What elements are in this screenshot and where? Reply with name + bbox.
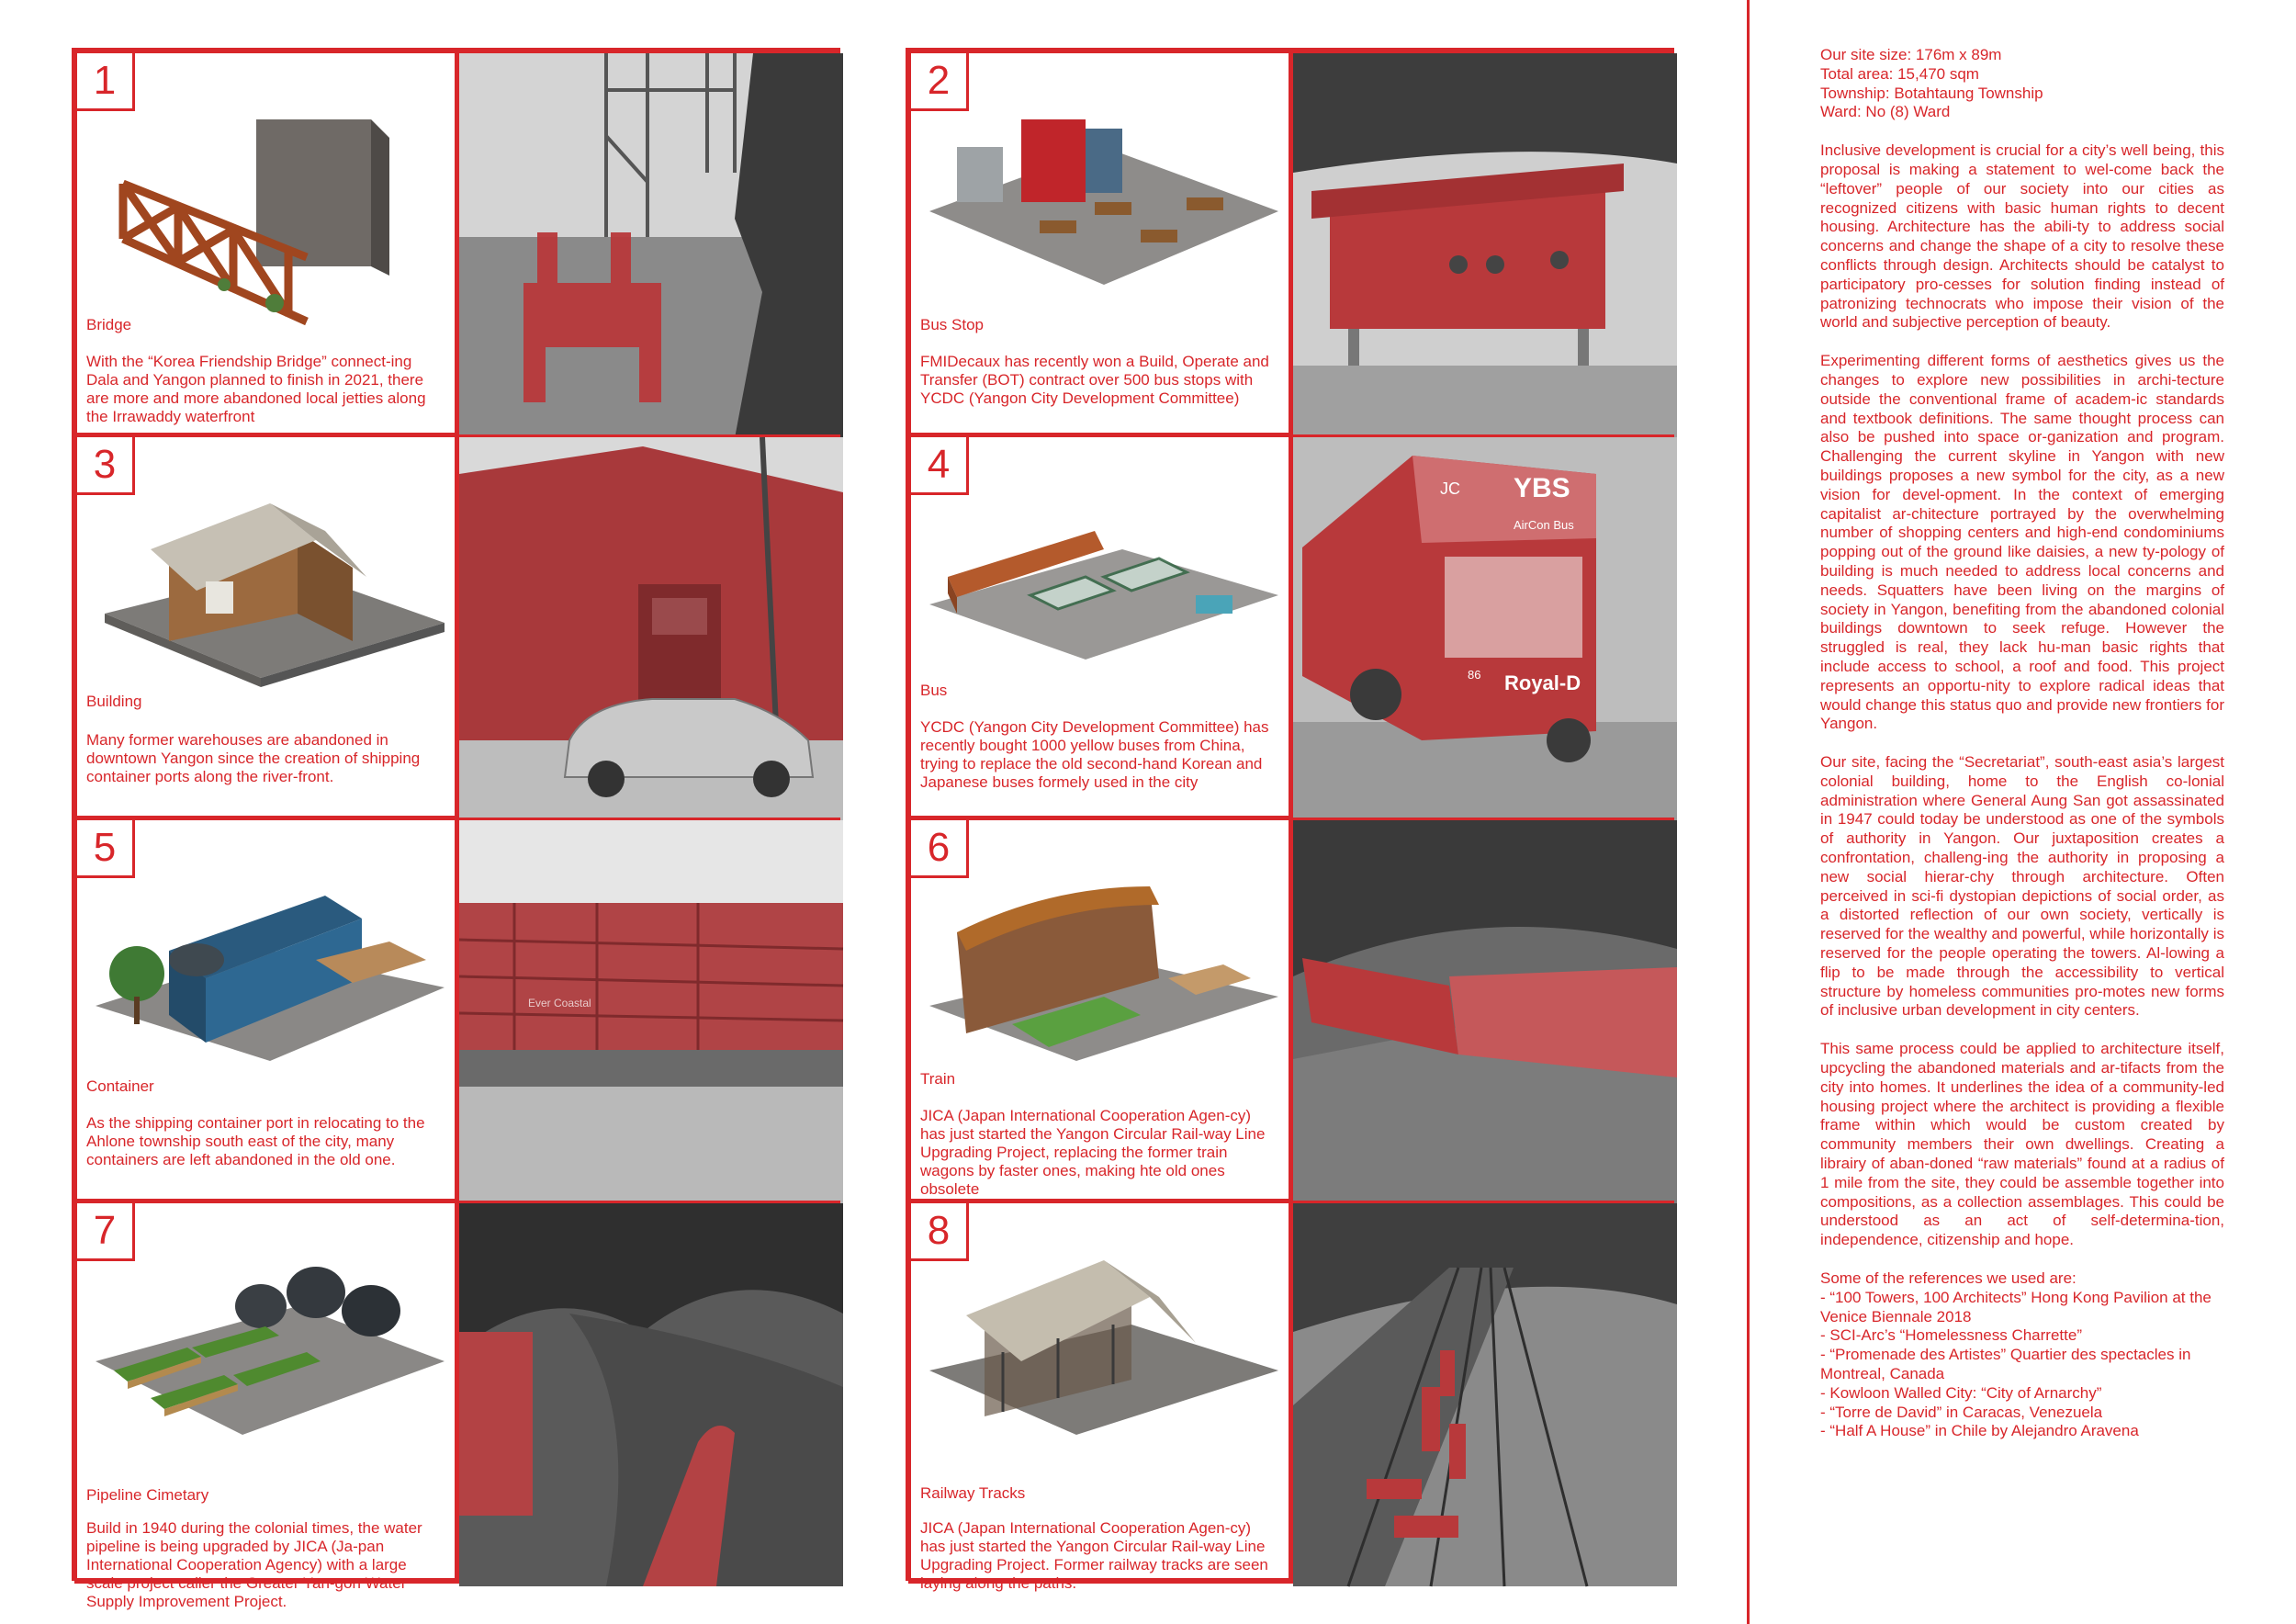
bus-sign-text: AirCon Bus — [1514, 518, 1574, 532]
railway-model-image — [920, 1260, 1288, 1472]
pipeline-model-image — [86, 1260, 454, 1472]
building-model-image — [86, 494, 454, 705]
reference-item: - SCI-Arc’s “Homelessness Charrette” — [1820, 1326, 2082, 1345]
panel-pipeline-model — [74, 1201, 457, 1610]
panel-number: 7 — [77, 1203, 135, 1261]
panel-grid-right — [906, 48, 1674, 1592]
paragraph-aesthetics: Experimenting different forms of aesthetics gives us the changes to explore new possibilities in archi-tecture outside the conventional frame of academ-ic standards and textbook definitions. The same thought process can also be pushed into space or-ganization and program. Challenging the current skyline in Yangon with new buildings proposes a new symbol for the city, as a new vision for devel-opment. In the context of emerging capitalist ar-chitecture portrayed by the overwhelming number of shopping centers and high-end condominiums popping out of the ground like daisies, a new ty-pology of building is much needed to address local concerns and needs. Squatters have been living on the margins of society in Yangon, benefiting from the abandoned colonial buildings downtown to seek refuge. However the struggled is real, they lack hu-man basic rights that include access to school, a roof and food. This project represents an opportu-nity to explore radical ideas that would change this status quo and provide new frontiers for Yangon. — [1820, 352, 2224, 733]
panel-title: Building — [86, 693, 142, 710]
panel-number: 2 — [911, 53, 969, 111]
bridge-model-image — [86, 110, 454, 321]
panel-caption: YCDC (Yangon City Development Committee) has recently bought 1000 yellow buses from China, trying to replace the old second-hand Korean and Japanese buses formely used in the city — [920, 718, 1269, 791]
panel-number: 6 — [911, 820, 969, 878]
panel-grid-left — [72, 48, 840, 1610]
panel-bridge-model — [74, 51, 457, 435]
site-info — [1820, 46, 2224, 122]
panel-train-model — [908, 818, 1291, 1201]
panel-bus-stop-model — [908, 51, 1291, 435]
paragraph-site: Our site, facing the “Secretariat”, south-east asia’s largest colonial building, home to the English co-lonial administration where General Aung San got assassinated in 1947 could today be understood as one of the symbols of authority in Yangon. Our juxtaposition creates a confrontation, challeng-ing the authority in proposing a new social hierar-chy through architecture. Often perceived in sci-fi dystopian depictions of social order, as a distorted reflection of our own society, vertically is reserved for the wealthy and powerful, while horizontally is reserved for the people operating the towers. Al-lowing a flip to be made through the accessibility to vertical structure by homeless communities pro-motes new forms of inclusive urban development in city centers. — [1820, 753, 2224, 1020]
panel-bus-stop-photo — [1290, 51, 1674, 435]
bus-stop-model-image — [920, 110, 1288, 321]
references-title: Some of the references we used are: — [1820, 1269, 2077, 1288]
container-model-image — [86, 877, 454, 1088]
panel-title: Bus — [920, 682, 948, 699]
bus-number-text: 86 — [1468, 668, 1481, 682]
panel-building-photo — [456, 434, 840, 818]
panel-train-photo — [1290, 818, 1674, 1201]
panel-number: 4 — [911, 437, 969, 495]
train-model-image — [920, 877, 1288, 1088]
site-info-township: Township: Botahtaung Township — [1820, 84, 2043, 102]
reference-item: - Kowloon Walled City: “City of Arnarchy” — [1820, 1383, 2102, 1402]
vertical-divider — [1747, 0, 1750, 1624]
site-info-area: Total area: 15,470 sqm — [1820, 64, 1979, 83]
panel-title: Pipeline Cimetary — [86, 1486, 209, 1504]
reference-item: - “Promenade des Artistes” Quartier des spectacles in Montreal, Canada — [1820, 1346, 2191, 1382]
panel-pipeline-photo — [456, 1201, 840, 1584]
bus-destination-text: YBS — [1514, 473, 1570, 503]
panel-bus-model — [908, 434, 1291, 818]
panel-number: 8 — [911, 1203, 969, 1261]
panel-title: Train — [920, 1070, 956, 1088]
panel-caption: JICA (Japan International Cooperation Agen-cy) has just started the Yangon Circular Rail-way Line Upgrading Project, replacing the former train wagons by faster ones, making hte old ones obsolete — [920, 1107, 1266, 1198]
panel-caption: As the shipping container port in relocating to the Ahlone township south east of the city, many containers are left abandoned in the old one. — [86, 1114, 425, 1168]
text-column — [1820, 46, 2224, 1441]
reference-item: - “Half A House” in Chile by Alejandro Aravena — [1820, 1422, 2139, 1440]
panel-caption: Many former warehouses are abandoned in downtown Yangon since the creation of shipping container ports along the river-front. — [86, 731, 421, 785]
references-list — [1820, 1269, 2224, 1441]
reference-item: - “Torre de David” in Caracas, Venezuela — [1820, 1403, 2103, 1421]
panel-number: 5 — [77, 820, 135, 878]
bus-brand-text: Royal-D — [1504, 671, 1581, 694]
panel-bridge-photo — [456, 51, 840, 435]
panel-caption: With the “Korea Friendship Bridge” connect-ing Dala and Yangon planned to finish in 2021, there are more and more abandoned local jetties along the Irrawaddy waterfront — [86, 353, 426, 425]
panel-container-model — [74, 818, 457, 1201]
panel-railway-model — [908, 1201, 1291, 1592]
site-info-size: Our site size: 176m x 89m — [1820, 46, 2002, 63]
panel-number: 1 — [77, 53, 135, 111]
paragraph-upcycling: This same process could be applied to architecture itself, upcycling the abandoned materials and ar-tifacts from the city into homes. It underlines the idea of a community-led housing project where the architect is providing a flexible frame within which would be custom created by community members their own dwellings. Creating a librairy of aban-doned “raw materials” found at a radius of 1 mile from the site, they could be assemble together into compositions, as a collection assemblages. This could be understood as an act of self-determina-tion, independence, citizenship and hope. — [1820, 1040, 2224, 1249]
panel-container-photo — [456, 818, 840, 1201]
bus-model-image — [920, 494, 1288, 705]
panel-bus-photo — [1290, 434, 1674, 818]
panel-number: 3 — [77, 437, 135, 495]
panel-title: Bus Stop — [920, 316, 984, 333]
bus-route-code-text: JC — [1440, 479, 1460, 498]
paragraph-inclusive-development: Inclusive development is crucial for a city’s well being, this proposal is making a statement to wel-come back the “leftover” people of our society into our cities as recognized citizens with basic human rights to decent housing. Architecture has the abili-ty to address social concerns and change the shape of a city to resolve these conflicts through design. Architects should be catalyst to participatory pro-cesses for solution finding instead of patronizing technocrats who impose their vision of the world and subjective perception of beauty. — [1820, 141, 2224, 332]
panel-title: Container — [86, 1077, 154, 1095]
site-info-ward: Ward: No (8) Ward — [1820, 103, 1951, 121]
panel-caption: Build in 1940 during the colonial times, the water pipeline is being upgraded by JICA (Ja-pan International Cooperation Agency) with a large scale project caller the Greater Yan-gon Water Supply Improvement Project. — [86, 1519, 422, 1610]
reference-item: - “100 Towers, 100 Architects” Hong Kong Pavilion at the Venice Biennale 2018 — [1820, 1288, 2212, 1325]
panel-caption: FMIDecaux has recently won a Build, Operate and Transfer (BOT) contract over 500 bus stops with YCDC (Yangon City Development Committee) — [920, 353, 1269, 407]
container-brand-text: Ever Coastal — [528, 997, 591, 1009]
panel-caption: JICA (Japan International Cooperation Agen-cy) has just started the Yangon Circular Rail-way Line Upgrading Project. Former railway tracks are seen laying along the paths. — [920, 1519, 1268, 1592]
panel-building-model — [74, 434, 457, 818]
panel-title: Railway Tracks — [920, 1484, 1026, 1502]
panel-railway-photo — [1290, 1201, 1674, 1584]
panel-title: Bridge — [86, 316, 132, 333]
